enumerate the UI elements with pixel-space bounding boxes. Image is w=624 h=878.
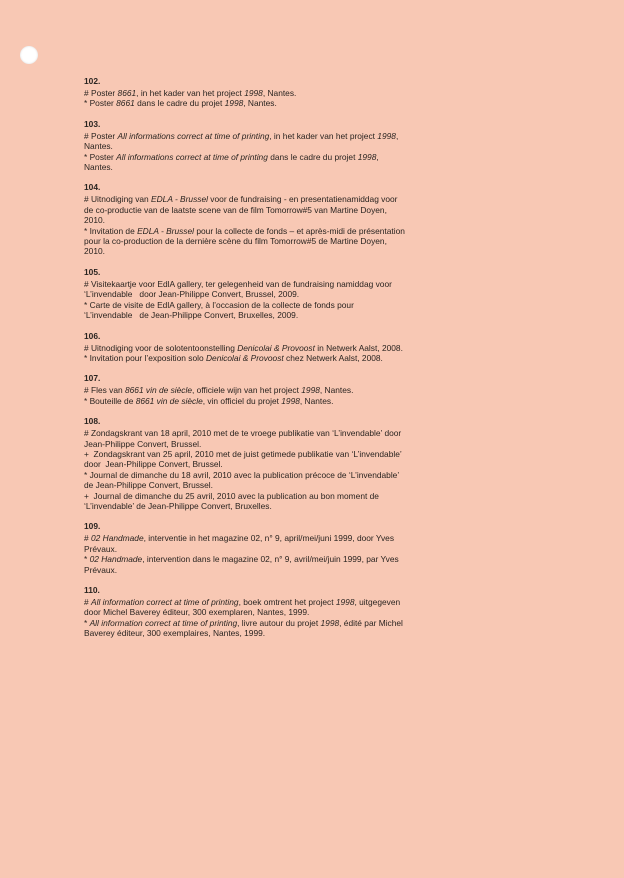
italic-title: 1998	[281, 395, 300, 406]
italic-title: All informations correct at time of printing	[117, 130, 270, 141]
entry-number: 108.	[84, 416, 101, 427]
italic-title: 1998	[335, 597, 355, 607]
entry-text: *	[84, 554, 90, 565]
entry-number: 103.	[84, 118, 101, 129]
entry-line	[84, 459, 554, 469]
entry-line	[84, 194, 554, 204]
italic-title: 02 Handmade	[89, 554, 143, 565]
entry-line	[84, 310, 554, 320]
entry-line	[84, 88, 554, 98]
entry-line	[84, 439, 554, 449]
entry-line	[84, 279, 554, 289]
punch-hole	[20, 46, 38, 64]
entry-number: 104.	[84, 182, 101, 193]
entry-text: + Zondagskrant van 25 april, 2010 met de juist getimede publikatie van ‘L’invendable’	[84, 448, 402, 459]
entry-text: door Michel Baverey éditeur, 300 exemplaren, Nantes, 1999.	[84, 607, 310, 618]
entry-text: # Visitekaartje voor EdlA gallery, ter gelegenheid van de fundraising namiddag voor	[84, 278, 392, 289]
entry-line	[84, 215, 554, 225]
catalogue-entry	[84, 76, 554, 109]
entry-text: de co-productie van de laatste scene van de film Tomorrow#5 van Martine Doyen,	[84, 204, 387, 215]
italic-title: 1998	[320, 617, 340, 628]
entry-text: , intervention dans le magazine 02, n° 9, avril/mei/juin 1999, par Yves	[142, 554, 399, 565]
entry-line	[84, 480, 554, 490]
entry-line	[84, 628, 554, 638]
entry-line	[84, 470, 554, 480]
entry-number: 107.	[84, 373, 101, 384]
italic-title: All informations correct at time of printing	[116, 151, 268, 162]
entry-text: ,	[395, 130, 399, 141]
entry-line	[84, 491, 554, 501]
entry-number: 102.	[84, 76, 101, 86]
entry-text: *	[84, 617, 90, 628]
italic-title: 1998	[224, 98, 244, 109]
entry-text: , Nantes.	[299, 395, 334, 406]
entry-text: in Netwerk Aalst, 2008.	[314, 342, 403, 353]
entry-text: pour la co-production de la dernière scène du film Tomorrow#5 de Martine Doyen,	[84, 236, 387, 247]
entry-text: Nantes.	[84, 162, 113, 173]
entry-line	[84, 131, 554, 141]
italic-title: All information correct at time of printing	[91, 597, 239, 607]
entry-text: * Carte de visite de EdlA gallery, à l’occasion de la collecte de fonds pour	[84, 299, 354, 310]
catalogue-entries	[84, 76, 554, 649]
entry-text: , édité par Michel	[339, 617, 403, 628]
entry-line	[84, 343, 554, 353]
entry-text: de Jean-Philippe Convert, Brussel.	[84, 480, 213, 491]
entry-text: # Fles van	[84, 385, 125, 396]
entry-text: # Zondagskrant van 18 april, 2010 met de te vroege publikatie van ‘L’invendable’ door	[84, 428, 402, 439]
italic-title: 1998	[244, 88, 263, 98]
entry-line	[84, 554, 554, 564]
catalogue-entry	[84, 267, 554, 321]
entry-line	[84, 501, 554, 511]
entry-line	[84, 428, 554, 438]
entry-text: #	[84, 533, 91, 544]
italic-title: All information correct at time of printing	[89, 617, 238, 628]
italic-title: EDLA - Brussel	[151, 194, 208, 205]
catalogue-entry	[84, 119, 554, 173]
entry-line	[84, 618, 554, 628]
catalogue-entry	[84, 416, 554, 511]
entry-text: * Bouteille de	[84, 395, 136, 406]
entry-number: 109.	[84, 521, 101, 532]
entry-text: # Uitnodiging van	[84, 194, 152, 205]
entry-line	[84, 205, 554, 215]
entry-text: * Poster	[84, 151, 117, 162]
catalogue-entry	[84, 521, 554, 575]
entry-text: , in het kader van het project	[136, 88, 245, 98]
entry-text: Prévaux.	[84, 564, 118, 575]
italic-title: 8661	[117, 88, 137, 98]
entry-text: voor de fundraising - en presentatienamiddag voor	[207, 194, 398, 205]
entry-line	[84, 353, 554, 363]
catalogue-entry	[84, 585, 554, 639]
entry-line	[84, 449, 554, 459]
entry-line	[84, 565, 554, 575]
catalogue-entry	[84, 331, 554, 364]
entry-text: * Invitation pour l’exposition solo	[84, 352, 206, 363]
entry-line	[84, 544, 554, 554]
entry-text: Prévaux.	[84, 543, 118, 554]
italic-title: Denicolai & Provoost	[237, 342, 315, 353]
entry-text: door Jean-Philippe Convert, Brussel.	[84, 459, 223, 470]
entry-line	[84, 226, 554, 236]
entry-line	[84, 533, 554, 543]
entry-number: 110.	[84, 585, 100, 595]
entry-text: ‘L’invendable de Jean-Philippe Convert, Bruxelles, 2009.	[84, 310, 299, 321]
entry-line	[84, 98, 554, 108]
entry-line	[84, 152, 554, 162]
entry-line	[84, 607, 554, 617]
entry-text: , vin officiel du projet	[202, 395, 282, 406]
italic-title: 8661 vin de siècle	[135, 395, 203, 406]
entry-text: , boek omtrent het project	[238, 597, 336, 607]
entry-text: , in het kader van het project	[269, 130, 378, 141]
entry-text: # Uitnodiging voor de solotentoonstelling	[84, 342, 238, 353]
entry-text: Jean-Philippe Convert, Brussel.	[84, 438, 202, 449]
entry-text: dans le cadre du projet	[134, 98, 225, 109]
entry-line	[84, 246, 554, 256]
entry-text: #	[84, 597, 91, 607]
entry-text: ‘L’invendable’ de Jean-Philippe Convert, Bruxelles.	[84, 500, 272, 511]
entry-text: , Nantes.	[262, 88, 297, 98]
entry-text: , Nantes.	[319, 385, 354, 396]
entry-text: ‘L’invendable door Jean-Philippe Convert, Brussel, 2009.	[84, 289, 300, 300]
entry-text: dans le cadre du projet	[267, 151, 358, 162]
italic-title: Denicolai & Provoost	[205, 352, 284, 363]
entry-text: * Invitation de	[84, 225, 138, 236]
catalogue-entry	[84, 373, 554, 406]
catalogue-entry	[84, 182, 554, 256]
italic-title: 02 Handmade	[91, 533, 144, 544]
entry-text: # Poster	[84, 130, 118, 141]
entry-line	[84, 236, 554, 246]
entry-text: + Journal de dimanche du 25 avril, 2010 avec la publication au bon moment de	[84, 490, 379, 501]
entry-text: ,	[376, 151, 379, 162]
entry-text: , Nantes.	[243, 98, 277, 109]
entry-text: , livre autour du projet	[237, 617, 321, 628]
entry-text: chez Netwerk Aalst, 2008.	[283, 352, 383, 363]
entry-line	[84, 300, 554, 310]
entry-line	[84, 289, 554, 299]
entry-text: # Poster	[84, 88, 118, 98]
italic-title: 8661	[116, 98, 135, 109]
italic-title: 1998	[357, 151, 377, 162]
entry-line	[84, 396, 554, 406]
italic-title: EDLA - Brussel	[137, 225, 195, 236]
entry-text: Baverey éditeur, 300 exemplaires, Nantes, 1999.	[84, 628, 266, 639]
entry-line	[84, 162, 554, 172]
italic-title: 1998	[301, 385, 320, 396]
entry-text: 2010.	[84, 246, 105, 257]
entry-text: , interventie in het magazine 02, n° 9, april/mei/juni 1999, door Yves	[143, 533, 395, 544]
entry-text: , uitgegeven	[354, 597, 401, 607]
entry-text: 2010.	[84, 215, 105, 226]
entry-line	[84, 141, 554, 151]
entry-text: * Journal de dimanche du 18 avril, 2010 avec la publication précoce de ‘L’invendable’	[84, 469, 400, 480]
entry-number: 105.	[84, 266, 101, 277]
entry-text: * Poster	[84, 98, 117, 109]
entry-line	[84, 597, 554, 607]
entry-line	[84, 385, 554, 395]
entry-text: , officiele wijn van het project	[192, 385, 302, 396]
entry-text: Nantes.	[84, 141, 113, 152]
italic-title: 8661 vin de siècle	[124, 385, 193, 396]
entry-text: pour la collecte de fonds – et après-midi de présentation	[194, 225, 405, 236]
entry-number: 106.	[84, 330, 101, 341]
italic-title: 1998	[377, 130, 396, 141]
